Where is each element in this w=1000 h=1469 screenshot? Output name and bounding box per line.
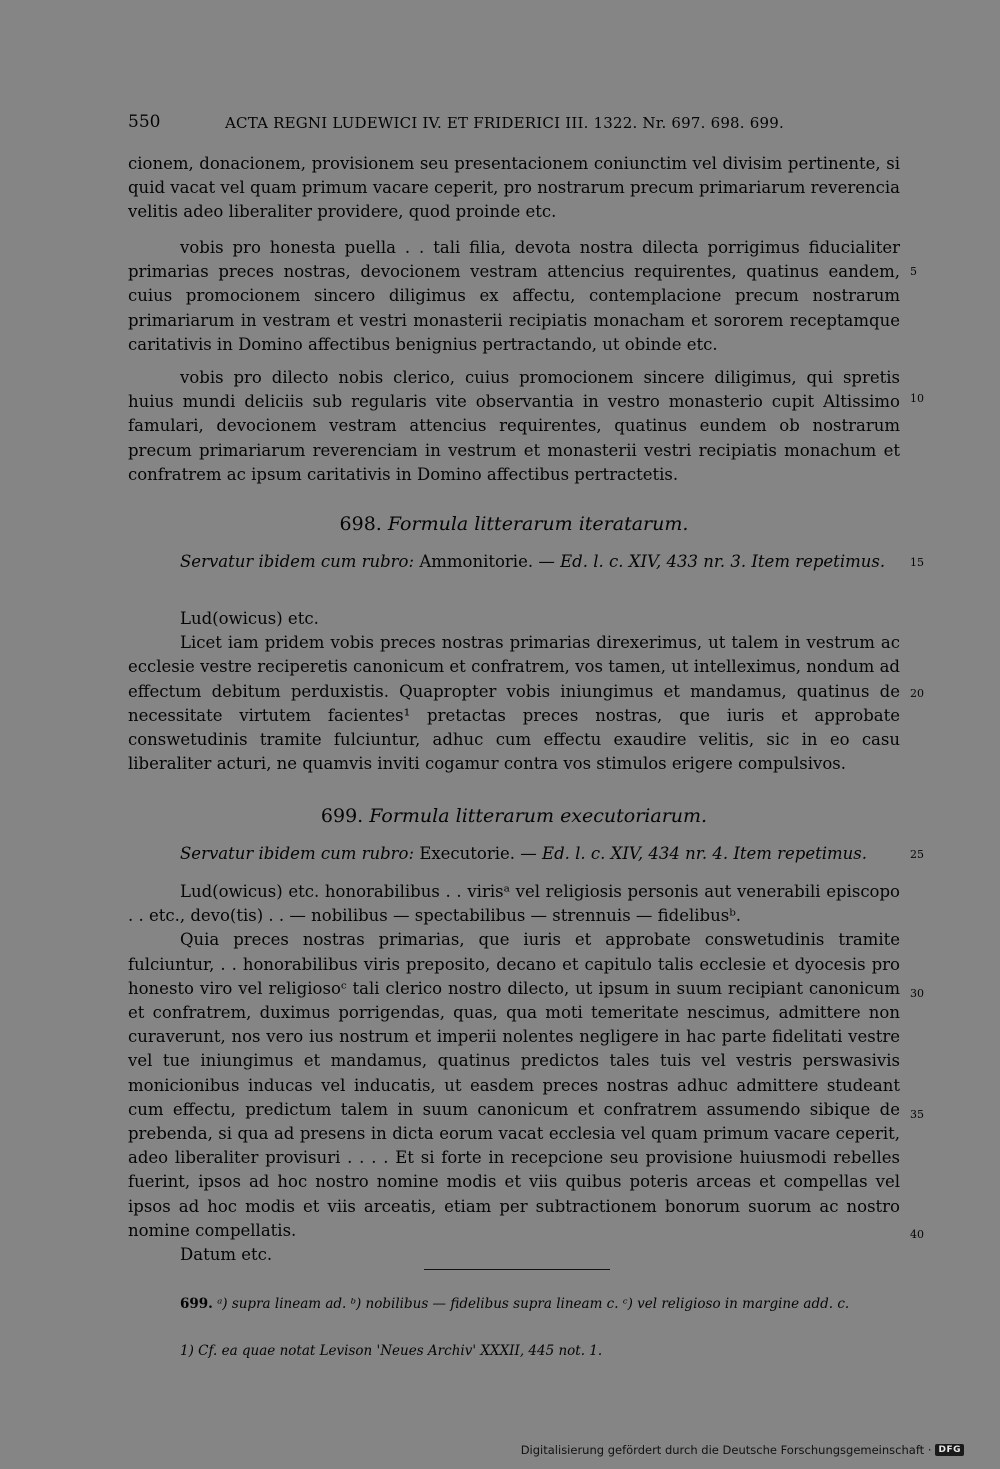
footnote-699-label: 699. — [180, 1296, 213, 1312]
heading-698 — [128, 513, 900, 535]
body-698 — [128, 607, 900, 776]
footnote-1-text: 1) Cf. ea quae notat Levison 'Neues Archiv' XXXII, 445 not. 1. — [180, 1343, 603, 1359]
source-699 — [128, 842, 900, 866]
line-number: 40 — [910, 1228, 924, 1241]
heading-699-number: 699. — [320, 805, 364, 827]
line-number: 30 — [910, 987, 924, 1000]
heading-698-number: 698. — [339, 513, 382, 535]
line-number: 20 — [910, 687, 924, 700]
footnote-699 — [128, 1294, 900, 1315]
text-698: Licet iam pridem vobis preces nostras primarias direxerimus, ut talem in vestrum ac ecclesie vestre reciperetis canonicum et confratrem, vos tamen, ut intelleximus, nondum ad effectum debitum perduxistis. Quapropter vobis iniungimus et mandamus, quatinus de necessitate virtutem facientes¹ pretactas preces nostras, que iuris et approbate conswetudinis tramite fulciuntur, adhuc cum effectu exaudire velitis, sic in eo casu liberaliter acturi, ne quamvis inviti cogamur contra vos stimulos erigere compulsivos. — [128, 633, 900, 774]
heading-699-title: Formula litterarum executoriarum. — [369, 805, 708, 827]
footnote-rule — [424, 1269, 610, 1270]
source-699-c: — Ed. l. c. XIV, 434 nr. 4. Item repetimus. — [520, 844, 868, 863]
line-number: 35 — [910, 1108, 924, 1121]
footnote-699-text: ᵃ) supra lineam ad. ᵇ) nobilibus — fidelibus supra lineam c. ᶜ) vel religioso in margine add. c. — [217, 1296, 850, 1312]
source-698-a: Servatur ibidem cum rubro: — [180, 552, 415, 571]
source-698-b: Ammonitorie. — [419, 552, 534, 571]
line-number: 25 — [910, 848, 924, 861]
running-title: ACTA REGNI LUDEWICI IV. ET FRIDERICI III. 1322. Nr. 697. 698. 699. — [225, 114, 784, 132]
heading-699 — [128, 805, 900, 827]
source-699-a: Servatur ibidem cum rubro: — [180, 844, 415, 863]
dfg-logo-icon: DFG — [935, 1444, 964, 1456]
source-698-c: — Ed. l. c. XIV, 433 nr. 3. Item repetimus. — [538, 552, 886, 571]
paragraph-2: vobis pro honesta puella . . tali filia, devota nostra dilecta porrigimus fiducialiter primarias preces nostras, devocionem vestram attencius requirentes, quatinus eandem, cuius promocionem sincero diligimus ex affectu, contemplacione precum nostrarum primariarum in vestram et vestri monasterii recipiatis monacham et sororem receptamque caritativis in Domino affectibus benignius pertractando, ut obinde etc. — [128, 238, 900, 354]
page-header — [128, 112, 900, 138]
source-699-b: Executorie. — [419, 844, 516, 863]
closing-699: Datum etc. — [180, 1245, 273, 1265]
source-698 — [128, 550, 900, 574]
digitization-footer — [521, 1443, 964, 1457]
footnote-1 — [128, 1341, 900, 1362]
line-number: 5 — [910, 265, 917, 278]
address-699: Lud(owicus) etc. honorabilibus . . virisᵃ vel religiosis personis aut venerabili episcopo . . etc., devo(tis) . . — nobilibus — spectabilibus — strennuis — fidelibusᵇ. — [128, 882, 900, 926]
paragraph-continuation — [128, 152, 900, 225]
body-699 — [128, 880, 900, 1267]
footer-text: Digitalisierung gefördert durch die Deutsche Forschungsgemeinschaft · — [520, 1443, 932, 1457]
text-699: Quia preces nostras primarias, que iuris et approbate conswetudinis tramite fulciuntur, . . honorabilibus viris preposito, decano et capitulo talis ecclesie et dyocesis pro honesto viro vel religiosoᶜ tali clerico nostro dilecto, ut ipsum in suum recipiant canonicum et confratrem, duximus porrigendas, quas, qua moti temeritate nescimus, admittere non curaverunt, nos vero ius nostrum et imperii nolentes negligere in hac parte fidelitati vestre vel tue iniungimus et mandamus, quatinus predictos tales tuis vel vestris perswasivis monicionibus inducas vel inducatis, ut easdem preces nostras adhuc admittere studeant cum effectu, predictum talem in suum canonicum et confratrem assumendo sibique de prebenda, si qua ad presens in dicta eorum vacat ecclesia vel quam primum vacare ceperit, adeo liberaliter provisuri . . . . Et si forte in recepcione seu provisione huiusmodi rebelles fuerint, ipsos ad hoc nostro nomine modis et viis quibus poteris arceas et compellas vel ipsos ad hoc modis et viis arceatis, etiam per subtractionem bonorum suorum ac nostro nomine compellatis. — [128, 930, 900, 1240]
page-number: 550 — [128, 112, 161, 132]
paragraph-3: vobis pro dilecto nobis clerico, cuius promocionem sincere diligimus, qui spretis huius mundi deliciis sub regularis vite observantia in vestro monasterio cupit Altissimo famulari, devocionem vestram attencius requirentes, quatinus eundem ob nostrarum precum primariarum reverenciam in vestrum et monasterii vestri recipiatis monachum et confratrem ac ipsum caritativis in Domino affectibus pertractetis. — [128, 368, 900, 484]
line-number: 10 — [910, 392, 924, 405]
paragraph-puella — [128, 236, 900, 357]
paragraph-clerico — [128, 366, 900, 487]
salutation-698: Lud(owicus) etc. — [180, 609, 319, 628]
heading-698-title: Formula litterarum iteratarum. — [387, 513, 689, 535]
paragraph-1: cionem, donacionem, provisionem seu presentacionem coniunctim vel divisim pertinente, si quid vacat vel quam primum vacare ceperit, pro nostrarum precum primariarum reverencia velitis adeo liberaliter providere, quod proinde etc. — [128, 154, 900, 222]
line-number: 15 — [910, 556, 924, 569]
